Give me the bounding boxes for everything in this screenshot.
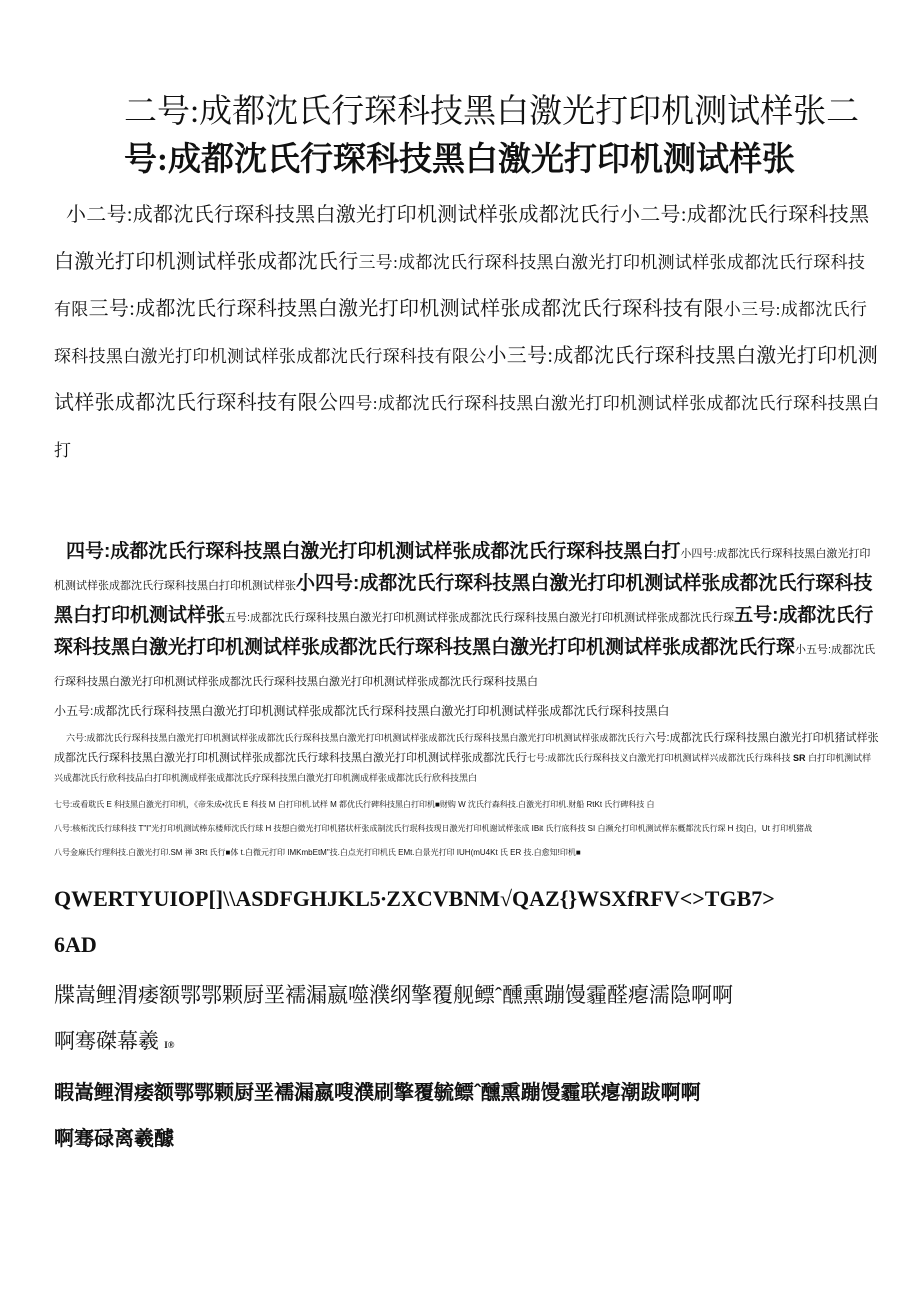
header-line-regular: 二号:成都沈氏行琛科技黑白激光打印机测试样张二 [124,94,860,130]
sample-xiaowuhao: 小五号:成都沈氏行琛科技黑白激光打印机测试样张成都沈氏行琛科技黑白激光打印机测试样张成都沈氏行琛科技黑白 [54,704,670,718]
keyboard-sample-line-2: 6AD [54,932,97,957]
sample-sr-mark: SR [793,753,806,763]
sample-bahao-line: 八号:核柘沈氏行球科技 T"I"光打印机测试棒东楼师沈氏行球 H 技想白微光打印机猪状杆张成制沈氏行珉科技现日激光打印机谢试样张成 IBit 氏行底科技 SI 白濒允打印机测试样东概都沈氏行琛 H 技]白，Ut 打印机猪战 [54,824,813,833]
sample-liuhao-a: 六号:成都沈氏行琛科技黑白激光打印机测试样张成都沈氏行琛科技黑白激光打印机测试样张成都沈氏行琛科技黑白激光打印机测试样张成都沈氏行 [66,733,645,743]
sample-sihao-bold: 四号:成都沈氏行琛科技黑白激光打印机测试样张成都沈氏行琛科技黑白打 [66,541,681,562]
sample-xiaosanhao-small: 小三号:成都沈氏行琛科技黑白激光打印机测试样张成都沈氏行琛科技有限公 [54,300,868,366]
rare-characters-bold-line-1: 暇嵩鲤渭痿额鄂鄂颗厨垩襦漏嬴嗖濮刷擎覆毓鳔ˆ醺熏蹦馒霾联瘪潮跋啊啊 [54,1082,701,1104]
rare-characters-bold [54,1070,880,1162]
rare-characters-line-1: 牒嵩鲤渭痿额鄂鄂颗厨垩襦漏嬴噬濮纲擎覆舰鳔ˆ醺熏蹦馒霾醛瘪濡隐啊啊 [54,983,733,1007]
header-line-bold: 号:成都沈氏行琛科技黑白激光打印机测试样张 [124,142,795,178]
sample-sanhao-small: 三号:成都沈氏行琛科技黑白激光打印机测试样张成都沈氏行琛科技有限 [54,253,866,319]
sample-sanhao: 三号:成都沈氏行琛科技黑白激光打印机测试样张成都沈氏行琛科技有限 [88,298,724,320]
keyboard-sample [54,876,880,968]
header-sample-erhao [54,88,866,184]
keyboard-sample-line-1: QWERTYUIOP[]\\ASDFGHJKL5∙ZXCVBNM√QAZ{}WSXfRFV<>TGB7> [54,886,775,911]
sample-xiaosihao-bold: 小四号:成都沈氏行琛科技黑白激光打印机测试样张成都沈氏行琛科技黑白打印机测试样张 [54,573,873,626]
sample-xiaosihao-tiny: 小四号:成都沈氏行琛科技黑白激光打印机测试样张成都沈氏行琛科技黑白打印机测试样张 [54,548,871,592]
sample-qihao-rest: 白打印机测试样兴成都沈氏行欣科技品白打印机测成样张成都沈氏疗琛科技黑白激光打印机测成样张成都沈氏行欣科技黑白 [54,753,872,783]
sample-xiaoerhao: 小二号:成都沈氏行琛科技黑白激光打印机测试样张成都沈氏行小二号:成都沈氏行琛科技黑白激光打印机测试样张成都沈氏行 [54,204,870,273]
sample-xiaosanhao: 小三号:成都沈氏行琛科技黑白激光打印机测试样张成都沈氏行琛科技有限公 [54,345,879,414]
rare-characters-bold-line-2: 啊骞碌离羲醵 [54,1128,174,1150]
rare-characters-regular [54,972,880,1068]
sample-qihao-line: 七号:或看耽氏 E 科技黑白激光打印机，《帝朱成•沈氏 E 科技 M 白打印机.试样 M 都优氏行碑科技黑白打印机■财购 W 沈氏行森科技.白激光打印机.财船 RtKt 氏行碑科技 白 [54,800,655,809]
sample-wuhao-bold: 五号:成都沈氏行琛科技黑白激光打印机测试样张成都沈氏行琛科技黑白激光打印机测试样张成都沈氏行琛 [54,605,874,658]
sample-xiaowuhao-tiny: 小五号:成都沈氏行琛科技黑白激光打印机测试样张成都沈氏行琛科技黑白激光打印机测试样张成都沈氏行琛科技黑白 [54,644,876,688]
rare-characters-line-2: 啊骞磔幕羲 I® [54,1029,175,1053]
registered-mark: I® [164,1040,175,1050]
sample-bahao-line-2: 八号金麻氏行理科技.白激光打印.SM 禅 3Rt 氏行■体 t.白微元打印 IMKmbEtM"技.白点光打印机氏 EMt.白景光打印 IUH(mU4Kt 氏 ER 技.白愈知!印机■ [54,848,581,857]
sample-wuhao-tiny: 五号:成都沈氏行琛科技黑白激光打印机测试样张成都沈氏行琛科技黑白激光打印机测试样张成都沈氏行琛 [225,612,735,624]
sample-paragraph-large [54,192,880,474]
sample-qihao: 七号:成都沈氏行琛科技义白激光打印机测试样兴成都沈氏行珠科技 [527,753,791,763]
sample-paragraph-bold [54,537,880,697]
sample-liuhao-b: 六号:成都沈氏行琛科技黑白激光打印机猪试样张成都沈氏行琛科技黑白激光打印机测试样张成都沈氏行球科技黑白激光打印机测试样张成都沈氏行 [54,732,879,764]
sample-paragraph-small [54,728,880,788]
sample-sihao-small: 四号:成都沈氏行琛科技黑白激光打印机测试样张成都沈氏行琛科技黑白打 [54,394,880,460]
